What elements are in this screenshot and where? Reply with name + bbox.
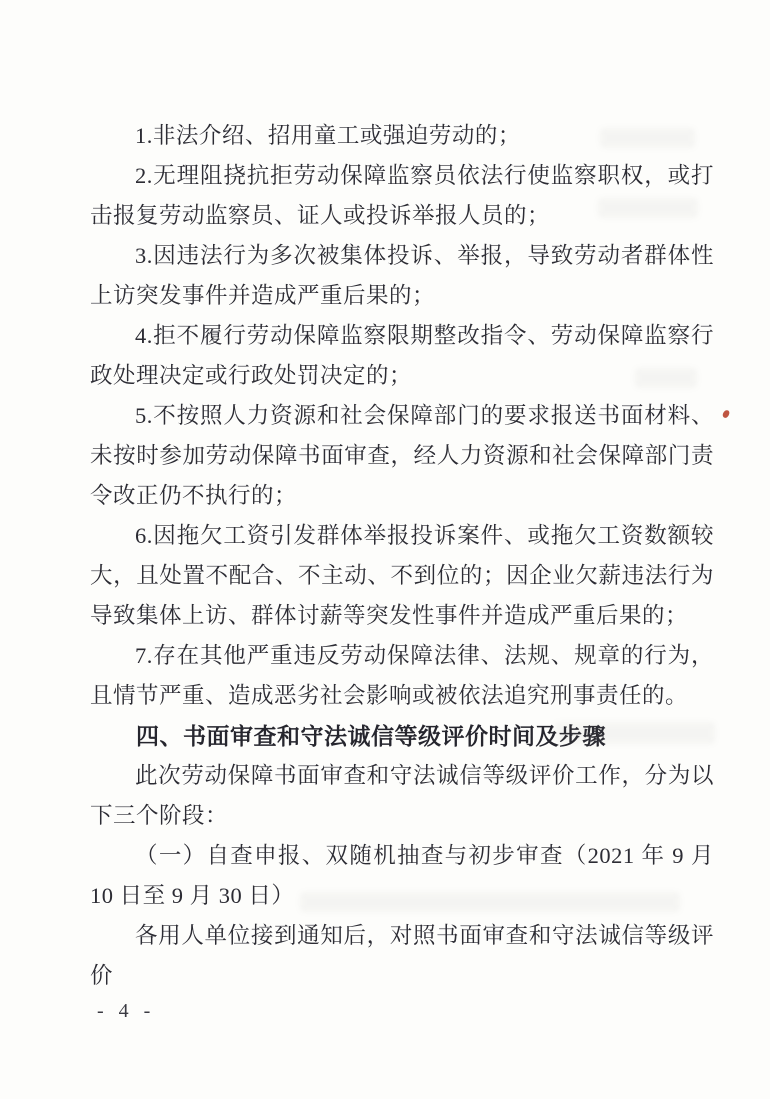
clause-3: 3.因违法行为多次被集体投诉、举报，导致劳动者群体性上访突发事件并造成严重后果的；	[90, 243, 714, 308]
stage-1-paragraph: （一）自查申报、双随机抽查与初步审查（2021 年 9 月 10 日至 9 月 30 日）	[90, 843, 714, 908]
clause-2: 2.无理阻挠抗拒劳动保障监察员依法行使监察职权，或打击报复劳动监察员、证人或投诉举报人员的；	[90, 163, 714, 228]
clause-1: 1.非法介绍、招用童工或强迫劳动的；	[135, 123, 521, 148]
clause-4: 4.拒不履行劳动保障监察限期整改指令、劳动保障监察行政处理决定或行政处罚决定的；	[90, 323, 714, 388]
clause-5: 5.不按照人力资源和社会保障部门的要求报送书面材料、未按时参加劳动保障书面审查，经人力资源和社会保障部门责令改正仍不执行的；	[90, 403, 714, 508]
clause-6: 6.因拖欠工资引发群体举报投诉案件、或拖欠工资数额较大，且处置不配合、不主动、不到位的；因企业欠薪违法行为导致集体上访、群体讨薪等突发性事件并造成严重后果的；	[90, 523, 714, 628]
red-ink-speck	[722, 409, 730, 418]
section-heading: 四、书面审查和守法诚信等级评价时间及步骤	[136, 723, 606, 749]
document-body	[90, 116, 714, 996]
intro-paragraph: 此次劳动保障书面审查和守法诚信等级评价工作，分为以下三个阶段：	[90, 763, 714, 828]
clause-7: 7.存在其他严重违反劳动保障法律、法规、规章的行为，且情节严重、造成恶劣社会影响或被依法追究刑事责任的。	[90, 643, 714, 708]
closing-paragraph: 各用人单位接到通知后，对照书面审查和守法诚信等级评价	[90, 923, 714, 988]
page-number: - 4 -	[97, 1000, 156, 1022]
